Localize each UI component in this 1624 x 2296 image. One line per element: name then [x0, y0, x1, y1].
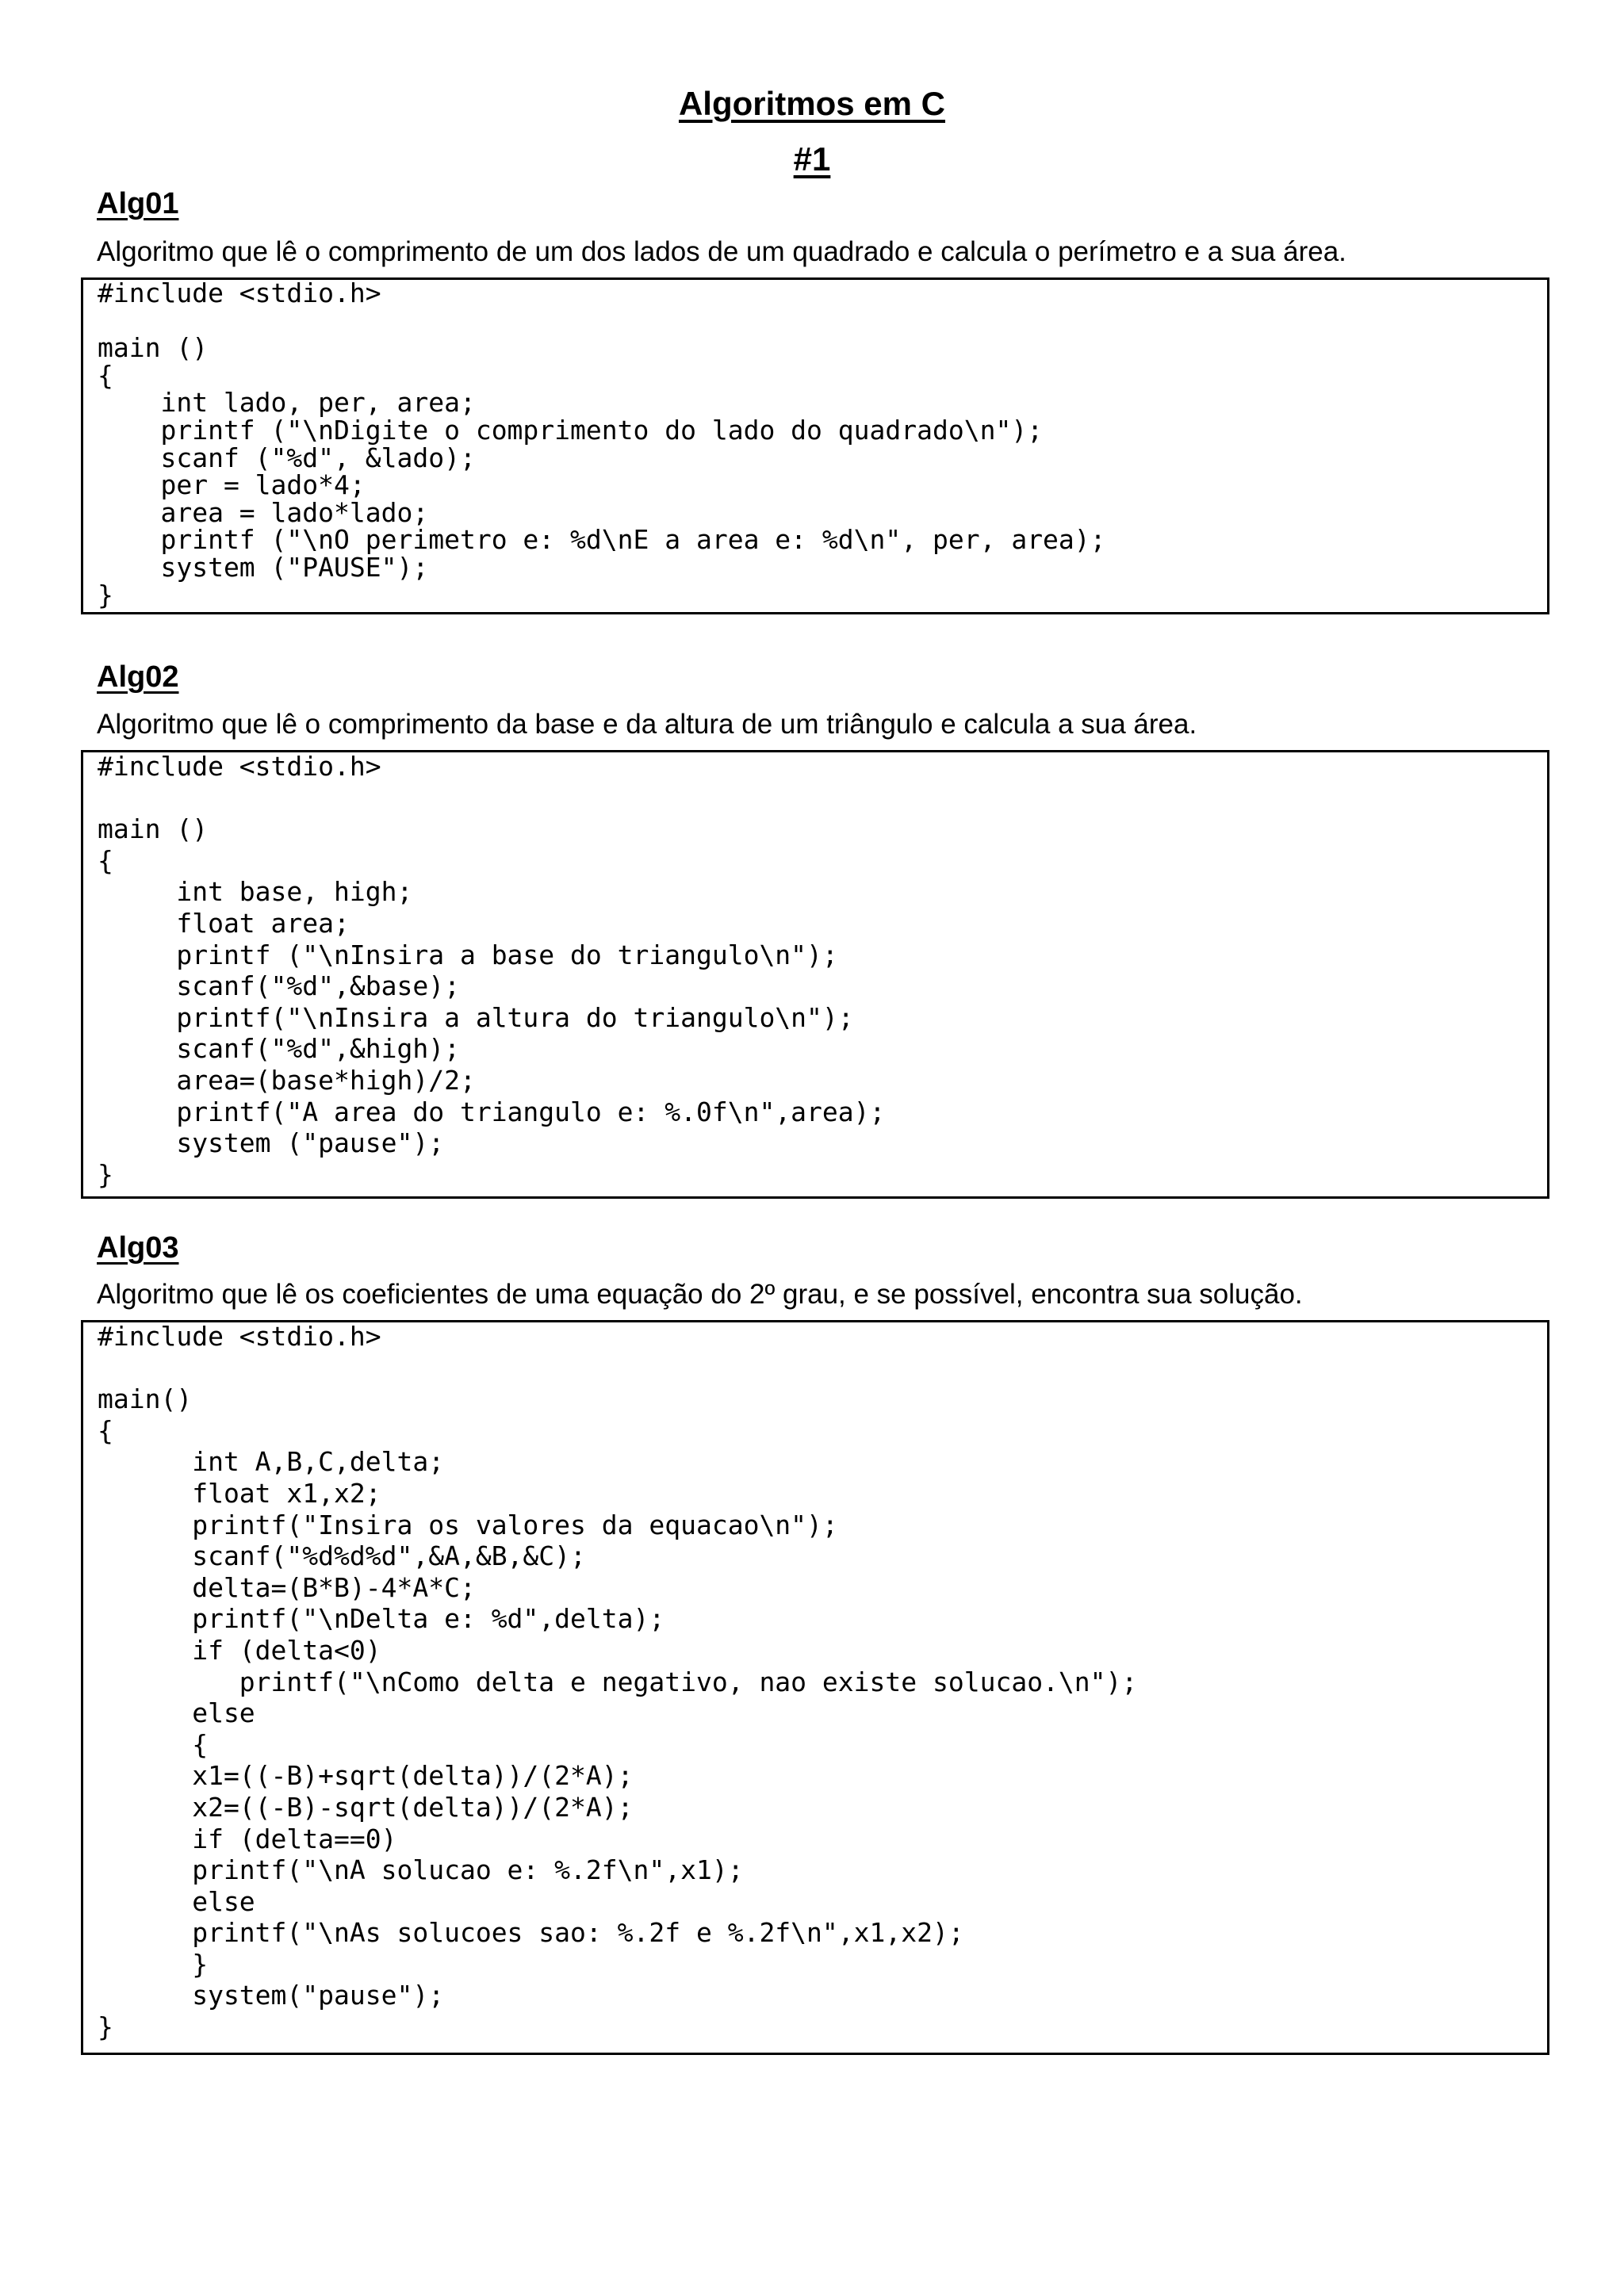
code-block-alg02	[81, 750, 1549, 1199]
code-listing-alg02: #include <stdio.h> main () { int base, high; float area; printf ("\nInsira a base do triangulo\n"); scanf("%d",&base); printf("\nInsira a altura do triangulo\n"); scanf("%d",&high); area=(base*high)/2; printf("A area do triangulo e: %.0f\n",area); system ("pause"); }	[98, 751, 886, 1190]
section-description-alg03: Algoritmo que lê os coeficientes de uma equação do 2º grau, e se possível, encontra sua solução.	[97, 1279, 1303, 1310]
code-block-alg03	[81, 1320, 1549, 2055]
document-title: Algoritmos em C	[678, 85, 946, 122]
section-description-alg01: Algoritmo que lê o comprimento de um dos lados de um quadrado e calcula o perímetro e a sua área.	[97, 236, 1346, 267]
code-listing-alg03: #include <stdio.h> main() { int A,B,C,delta; float x1,x2; printf("Insira os valores da equacao\n"); scanf("%d%d%d",&A,&B,&C); delta=(B*B)-4*A*C; printf("\nDelta e: %d",delta); if (delta<0) printf("\nComo delta e negativo, nao existe solucao.\n"); else { x1=((-B)+sqrt(delta))/(2*A); x2=((-B)-sqrt(delta))/(2*A); if (delta==0) printf("\nA solucao e: %.2f\n",x1); else printf("\nAs solucoes sao: %.2f e %.2f\n",x1,x2); } system("pause"); }	[98, 1321, 1138, 2043]
document-subtitle: #1	[793, 140, 831, 178]
code-block-alg01	[81, 277, 1549, 614]
code-listing-alg01: #include <stdio.h> main () { int lado, per, area; printf ("\nDigite o comprimento do lado do quadrado\n"); scanf ("%d", &lado); per = lado*4; area = lado*lado; printf ("\nO perimetro e: %d\nE a area e: %d\n", per, area); system ("PAUSE"); }	[98, 277, 1106, 610]
section-heading-alg01: Alg01	[97, 187, 179, 220]
section-heading-alg02: Alg02	[97, 660, 179, 694]
section-description-alg02: Algoritmo que lê o comprimento da base e da altura de um triângulo e calcula a sua área.	[97, 709, 1197, 740]
section-heading-alg03: Alg03	[97, 1231, 179, 1265]
